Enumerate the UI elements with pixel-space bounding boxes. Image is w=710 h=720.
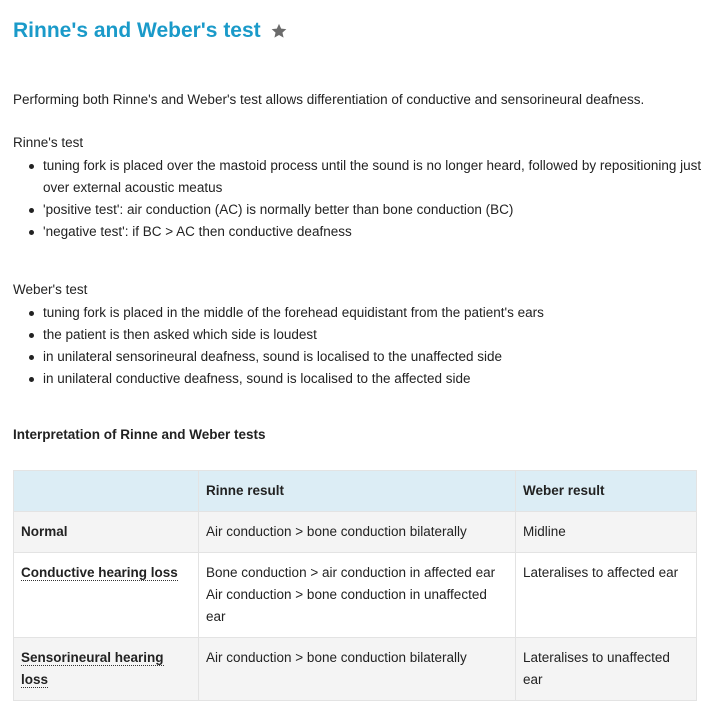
weber-cell: Midline [516, 512, 697, 553]
rinne-result-line: Air conduction > bone conduction in unaffected ear [206, 587, 487, 624]
rinne-list [13, 155, 703, 243]
weber-cell: Lateralises to affected ear [516, 553, 697, 638]
list-item: 'negative test': if BC > AC then conductive deafness [43, 221, 703, 243]
row-label-text: Normal [21, 524, 68, 539]
rinne-result-line: Air conduction > bone conduction bilaterally [206, 524, 467, 539]
row-label [14, 553, 199, 638]
rinne-cell [199, 553, 516, 638]
table-caption: Interpretation of Rinne and Weber tests [13, 427, 266, 442]
title-row [13, 18, 288, 44]
table-header-cell [14, 471, 199, 512]
row-label [14, 512, 199, 553]
weber-section [13, 280, 703, 390]
rinne-section [13, 133, 703, 243]
table-row [14, 638, 697, 701]
table-header-cell: Weber result [516, 471, 697, 512]
list-item: in unilateral sensorineural deafness, sound is localised to the unaffected side [43, 346, 703, 368]
row-label [14, 638, 199, 701]
rinne-heading: Rinne's test [13, 135, 84, 150]
list-item: tuning fork is placed in the middle of the forehead equidistant from the patient's ears [43, 302, 703, 324]
star-icon[interactable] [270, 22, 288, 40]
intro-paragraph: Performing both Rinne's and Weber's test allows differentiation of conductive and sensorineural deafness. [13, 92, 645, 107]
rinne-result-line: Bone conduction > air conduction in affected ear [206, 565, 496, 580]
weber-cell: Lateralises to unaffected ear [516, 638, 697, 701]
list-item: the patient is then asked which side is loudest [43, 324, 703, 346]
interpretation-table [13, 470, 697, 701]
table-row [14, 512, 697, 553]
table-header-cell: Rinne result [199, 471, 516, 512]
page-title: Rinne's and Weber's test [13, 19, 261, 42]
glossary-link-conductive-hearing-loss[interactable]: Conductive hearing loss [21, 565, 178, 580]
rinne-result-line: Air conduction > bone conduction bilaterally [206, 650, 467, 665]
table-row [14, 553, 697, 638]
weber-list [13, 302, 703, 390]
list-item: 'positive test': air conduction (AC) is normally better than bone conduction (BC) [43, 199, 703, 221]
table-header-row [14, 471, 697, 512]
list-item: tuning fork is placed over the mastoid process until the sound is no longer heard, followed by repositioning just over external acoustic meatus [43, 155, 703, 199]
glossary-link-sensorineural-hearing-loss[interactable]: Sensorineural hearing loss [21, 650, 164, 687]
weber-heading: Weber's test [13, 282, 88, 297]
rinne-cell [199, 638, 516, 701]
list-item: in unilateral conductive deafness, sound is localised to the affected side [43, 368, 703, 390]
rinne-cell [199, 512, 516, 553]
